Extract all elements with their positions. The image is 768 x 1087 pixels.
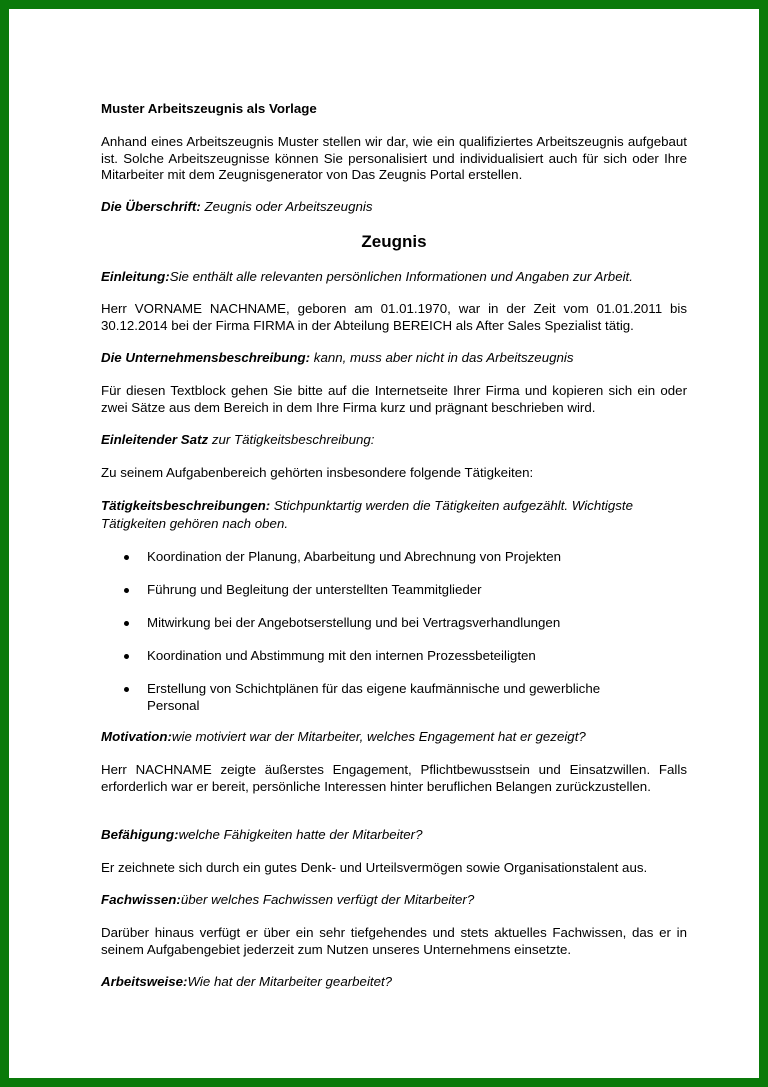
list-item <box>101 549 687 566</box>
bullet-icon <box>124 555 129 560</box>
section-label: Tätigkeitsbeschreibungen: <box>101 498 271 513</box>
section-befaehigung <box>101 827 687 844</box>
bullet-icon <box>124 621 129 626</box>
document-heading: Muster Arbeitszeugnis als Vorlage <box>101 101 317 116</box>
motivation-body: Herr NACHNAME zeigte äußerstes Engagement, Pflichtbewusstsein und Einsatzwillen. Falls erforderlich war er bereit, persönliche Interessen hinter beruflichen Belangen zurückzustellen. <box>101 762 687 794</box>
befaehigung-body: Er zeichnete sich durch ein gutes Denk- und Urteilsvermögen sowie Organisationstalent aus. <box>101 860 648 875</box>
list-item-text: Führung und Begleitung der unterstellten Teammitglieder <box>147 582 482 597</box>
section-text: wie motiviert war der Mitarbeiter, welches Engagement hat er gezeigt? <box>171 729 586 744</box>
section-ueberschrift <box>101 199 687 216</box>
list-item <box>101 648 687 665</box>
section-fachwissen <box>101 892 687 909</box>
section-arbeitsweise <box>101 974 687 991</box>
list-item <box>101 681 687 714</box>
unternehmen-body: Für diesen Textblock gehen Sie bitte auf die Internetseite Ihrer Firma und kopieren sich ein oder zwei Sätze aus dem Bereich in dem Ihre Firma kurz und prägnant beschrieben wird. <box>101 383 687 415</box>
section-text: Stichpunktartig werden die Tätigkeiten aufgezählt. Wichtigste Tätigkeiten gehören nach oben. <box>101 498 633 531</box>
section-label: Motivation: <box>101 729 172 744</box>
section-text: welche Fähigkeiten hatte der Mitarbeiter? <box>178 827 423 842</box>
activity-list <box>101 549 687 714</box>
bullet-icon <box>124 654 129 659</box>
section-text: Sie enthält alle relevanten persönlichen Informationen und Angaben zur Arbeit. <box>169 269 633 284</box>
bullet-icon <box>124 687 129 692</box>
section-text: zur Tätigkeitsbeschreibung: <box>208 432 375 447</box>
bullet-icon <box>124 588 129 593</box>
section-motivation <box>101 729 687 746</box>
section-text: über welches Fachwissen verfügt der Mitarbeiter? <box>180 892 475 907</box>
section-einleitung <box>101 269 687 286</box>
section-label: Fachwissen: <box>101 892 181 907</box>
section-text: kann, muss aber nicht in das Arbeitszeugnis <box>310 350 574 365</box>
certificate-title: Zeugnis <box>361 232 427 251</box>
list-item <box>101 615 687 632</box>
intro-paragraph: Anhand eines Arbeitszeugnis Muster stellen wir dar, wie ein qualifiziertes Arbeitszeugnis aufgebaut ist. Solche Arbeitszeugnisse können Sie personalisiert und individualisiert auch für sich oder Ihre Mitarbeiter mit dem Zeugnisgenerator von Das Zeugnis Portal erstellen. <box>101 134 687 182</box>
fachwissen-body: Darüber hinaus verfügt er über ein sehr tiefgehendes und stets aktuelles Fachwissen, das er in seinem Aufgabengebiet jederzeit zum Nutzen unseres Unternehmens einsetzte. <box>101 925 687 957</box>
section-label: Befähigung: <box>101 827 179 842</box>
section-text: Zeugnis oder Arbeitszeugnis <box>200 199 373 214</box>
list-item <box>101 582 687 599</box>
section-label: Einleitender Satz <box>101 432 209 447</box>
list-item-text: Mitwirkung bei der Angebotserstellung und bei Vertragsverhandlungen <box>147 615 561 630</box>
list-item-text: Koordination der Planung, Abarbeitung und Abrechnung von Projekten <box>147 549 561 564</box>
section-taetigkeiten <box>101 497 687 533</box>
einleitender-body: Zu seinem Aufgabenbereich gehörten insbesondere folgende Tätigkeiten: <box>101 465 534 480</box>
section-label: Arbeitsweise: <box>101 974 188 989</box>
section-unternehmen <box>101 350 687 367</box>
section-einleitender-satz <box>101 432 687 449</box>
section-label: Die Unternehmensbeschreibung: <box>101 350 311 365</box>
einleitung-body: Herr VORNAME NACHNAME, geboren am 01.01.1970, war in der Zeit vom 01.01.2011 bis 30.12.2014 bei der Firma FIRMA in der Abteilung BEREICH als After Sales Spezialist tätig. <box>101 301 687 333</box>
section-label: Die Überschrift: <box>101 199 201 214</box>
list-item-text: Koordination und Abstimmung mit den internen Prozessbeteiligten <box>147 648 536 663</box>
section-text: Wie hat der Mitarbeiter gearbeitet? <box>187 974 393 989</box>
section-label: Einleitung: <box>101 269 170 284</box>
list-item-text: Erstellung von Schichtplänen für das eigene kaufmännische und gewerbliche Personal <box>147 681 601 713</box>
